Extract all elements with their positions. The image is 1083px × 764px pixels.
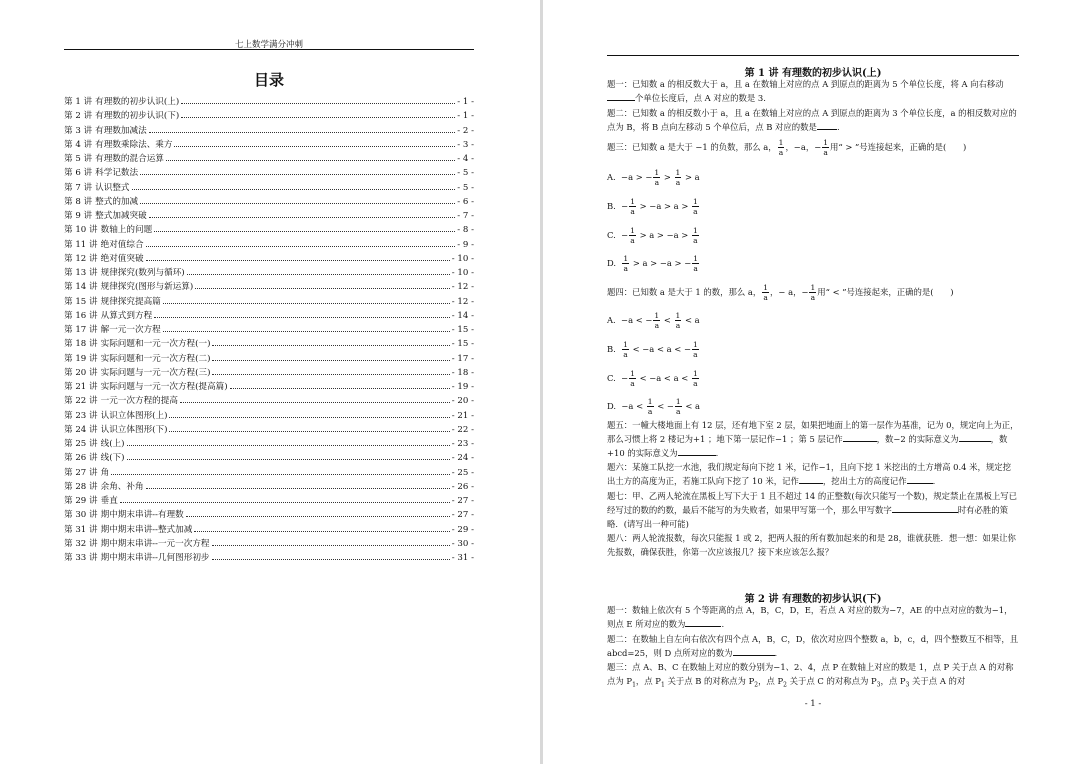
s2-question-3: 题三：点 A、B、C 在数轴上对应的数分别为−1、2、4，点 P 在数轴上对应的数是 1，点 P 关于点 A 的对称点为 $P_1$，点 $P_1$ 关于点 B 的对称点为 $P_2$，点 $P_2$ 关于点 C 的对称点为 $P_3$，点 $P_3$ 关于点 A 的对 <box>607 662 1014 689</box>
toc-entry-number: 第 4 讲 <box>64 139 93 150</box>
toc-leader-dots <box>230 379 450 389</box>
toc-leader-dots <box>169 422 449 432</box>
section-title-2: 第 2 讲 有理数的初步认识(下) <box>744 594 882 605</box>
toc-entry[interactable] <box>64 336 474 350</box>
toc-leader-dots <box>146 251 450 261</box>
toc-entry-page: - 27 - <box>451 496 474 506</box>
toc-entry-page: - 12 - <box>451 296 474 307</box>
toc-entry-number: 第 12 讲 <box>64 253 98 264</box>
fraction-1-over-a: $\frac{1}{a}$ <box>654 168 660 187</box>
answer-blank <box>892 512 958 513</box>
toc-entry-page: - 14 - <box>451 310 474 321</box>
q4-option-c: C. − $\frac{1}{a}$ < −a < a < $\frac{1}{a}$ <box>607 369 698 388</box>
toc-entry-number: 第 26 讲 <box>64 453 98 464</box>
toc-entry-number: 第 18 讲 <box>64 339 98 350</box>
toc-entry-page: - 22 - <box>451 424 474 435</box>
toc-leader-dots <box>140 194 455 204</box>
page-number: - 1 - <box>804 699 822 709</box>
toc-entry-title: 期中期末串讲--有理数 <box>100 510 184 521</box>
section-title-1: 第 1 讲 有理数的初步认识(上) <box>744 68 882 79</box>
toc-entry[interactable] <box>64 151 474 165</box>
toc-entry[interactable] <box>64 180 474 194</box>
toc-leader-dots <box>180 393 450 403</box>
toc-entry-number: 第 28 讲 <box>64 481 98 492</box>
fraction-1-over-a: $\frac{1}{a}$ <box>778 138 784 157</box>
toc-entry[interactable] <box>64 137 474 151</box>
toc-entry[interactable] <box>64 279 474 293</box>
toc-entry-title: 规律探究(数列与循环) <box>100 268 185 278</box>
toc-entry-number: 第 32 讲 <box>64 538 98 549</box>
toc-entry[interactable] <box>64 322 474 336</box>
toc-entry-number: 第 1 讲 <box>64 97 93 107</box>
toc-entry-title: 认识立体图形(上) <box>100 410 168 421</box>
answer-blank <box>817 129 837 130</box>
toc-entry[interactable] <box>64 294 474 308</box>
header-rule-right <box>607 55 1019 56</box>
toc-entry-title: 有理数加减法 <box>95 125 147 136</box>
answer-blank <box>843 441 877 442</box>
toc-entry-title: 实际问题与一元一次方程(三) <box>100 367 211 378</box>
fraction-1-over-a: $\frac{1}{a}$ <box>630 197 635 216</box>
fraction-1-over-a: $\frac{1}{a}$ <box>692 369 698 388</box>
toc-leader-dots <box>154 308 450 318</box>
toc-entry-title: 线(下) <box>100 453 125 464</box>
fraction-1-over-a: $\frac{1}{a}$ <box>692 340 698 359</box>
toc-entry[interactable] <box>64 165 474 179</box>
toc-entry-page: - 25 - <box>451 467 474 478</box>
toc-entry-title: 科学记数法 <box>95 168 139 179</box>
fraction-1-over-a: $\frac{1}{a}$ <box>675 311 681 330</box>
toc-entry[interactable] <box>64 379 474 393</box>
toc-entry-title: 认识整式 <box>95 182 130 193</box>
toc-leader-dots <box>212 351 449 361</box>
fraction-1-over-a: $\frac{1}{a}$ <box>675 397 681 416</box>
toc-leader-dots <box>146 479 450 489</box>
toc-entry[interactable] <box>64 351 474 365</box>
toc-entry[interactable] <box>64 522 474 536</box>
toc-leader-dots <box>140 165 455 175</box>
answer-blank <box>733 655 775 656</box>
toc-entry-title: 整式加减突破 <box>95 211 147 221</box>
toc-leader-dots <box>146 237 456 247</box>
toc-leader-dots <box>187 265 450 275</box>
toc-entry[interactable] <box>64 222 474 236</box>
toc-entry-page: - 26 - <box>451 481 474 492</box>
toc-leader-dots <box>186 507 450 517</box>
header-rule <box>64 49 474 50</box>
toc-list <box>64 94 474 564</box>
toc-leader-dots <box>195 279 450 289</box>
fraction-1-over-a: $\frac{1}{a}$ <box>692 226 698 245</box>
s2-question-2: 题二：在数轴上自左向右依次有四个点 A，B，C，D，依次对应四个整数 a，b，c，d，四个整数互不相等，且 abcd=25，则 D 点所对应的数为 . <box>607 634 1019 659</box>
fraction-1-over-a: $\frac{1}{a}$ <box>630 369 635 388</box>
toc-entry-page: - 30 - <box>451 538 474 549</box>
toc-entry-page: - 21 - <box>451 410 474 421</box>
toc-entry[interactable] <box>64 536 474 550</box>
toc-entry-number: 第 5 讲 <box>64 154 93 164</box>
toc-entry-title: 解一元一次方程 <box>100 325 161 335</box>
toc-leader-dots <box>111 465 450 475</box>
toc-entry-number: 第 21 讲 <box>64 382 98 392</box>
toc-entry-page: - 27 - <box>451 510 474 521</box>
fraction-1-over-a: $\frac{1}{a}$ <box>763 283 769 302</box>
answer-blank <box>959 441 991 442</box>
toc-entry-page: - 4 - <box>457 154 474 164</box>
toc-entry[interactable] <box>64 94 474 108</box>
toc-entry-page: - 6 - <box>457 196 474 207</box>
toc-leader-dots <box>212 336 449 346</box>
answer-blank <box>678 455 716 456</box>
fraction-1-over-a: $\frac{1}{a}$ <box>630 226 635 245</box>
toc-entry-title: 期中期末串讲--几何图形初步 <box>100 553 210 563</box>
toc-entry[interactable] <box>64 507 474 521</box>
toc-entry-page: - 15 - <box>451 339 474 350</box>
toc-entry[interactable] <box>64 436 474 450</box>
toc-entry-number: 第 16 讲 <box>64 310 98 321</box>
toc-entry-number: 第 9 讲 <box>64 211 93 221</box>
toc-entry[interactable] <box>64 450 474 464</box>
toc-entry[interactable] <box>64 194 474 208</box>
toc-leader-dots <box>212 536 450 546</box>
toc-entry-title: 认识立体图形(下) <box>100 424 168 435</box>
fraction-1-over-a: $\frac{1}{a}$ <box>823 138 828 157</box>
toc-entry-number: 第 11 讲 <box>64 239 98 250</box>
toc-entry-number: 第 25 讲 <box>64 439 98 449</box>
toc-entry-title: 期中期末串讲--一元一次方程 <box>100 538 210 549</box>
toc-entry-page: - 15 - <box>451 325 474 335</box>
toc-entry-number: 第 33 讲 <box>64 553 98 563</box>
question-5: 题五：一幢大楼地面上有 12 层，还有地下室 2 层，如果把地面上的第一层作为基准，记为 0，规定向上为正，那么习惯上将 2 楼记为+1 ；地下第一层记作−1 ；第 5 层记作 ，数−2 的实际意义为 ，数+10 的实际意义为 . <box>607 420 1019 459</box>
toc-entry-number: 第 2 讲 <box>64 111 93 122</box>
toc-entry[interactable] <box>64 408 474 422</box>
fraction-1-over-a: $\frac{1}{a}$ <box>654 311 660 330</box>
toc-leader-dots <box>166 151 455 161</box>
answer-blank <box>907 483 933 484</box>
toc-entry-page: - 1 - <box>457 111 474 122</box>
toc-entry-page: - 10 - <box>451 253 474 264</box>
toc-entry-title: 实际问题和一元一次方程(一) <box>100 339 211 350</box>
toc-entry-title: 整式的加减 <box>95 196 139 207</box>
toc-entry-title: 有理数的混合运算 <box>95 154 164 164</box>
fraction-1-over-a: $\frac{1}{a}$ <box>810 283 816 302</box>
toc-entry[interactable] <box>64 365 474 379</box>
question-3: 题三：已知数 a 是大于 −1 的负数，那么 a， $\frac{1}{a}$ ，−a，− $\frac{1}{a}$ 用“ > ”号连接起来，正确的是( ) <box>607 138 967 157</box>
toc-leader-dots <box>149 123 456 133</box>
toc-entry[interactable] <box>64 393 474 407</box>
toc-entry-title: 垂直 <box>100 496 118 506</box>
toc-entry[interactable] <box>64 237 474 251</box>
toc-entry-page: - 17 - <box>451 353 474 364</box>
toc-entry-title: 余角、补角 <box>100 481 144 492</box>
toc-entry[interactable] <box>64 308 474 322</box>
q4-option-d: D. −a < $\frac{1}{a}$ < − $\frac{1}{a}$ < a <box>607 397 701 416</box>
s2-question-1: 题一：数轴上依次有 5 个等距离的点 A，B，C，D，E，若点 A 对应的数为−7，AE 的中点对应的数为−1，则点 E 所对应的数为 . <box>607 605 1013 630</box>
toc-leader-dots <box>174 137 455 147</box>
toc-entry-title: 从算式到方程 <box>100 310 153 321</box>
toc-entry-number: 第 29 讲 <box>64 496 98 506</box>
toc-entry-title: 实际问题和一元一次方程(二) <box>100 353 211 364</box>
toc-title: 目录 <box>253 71 284 89</box>
toc-entry[interactable] <box>64 465 474 479</box>
toc-leader-dots <box>163 294 450 304</box>
fraction-1-over-a: $\frac{1}{a}$ <box>693 254 699 273</box>
toc-entry[interactable] <box>64 422 474 436</box>
q4-option-a: A. −a < − $\frac{1}{a}$ < $\frac{1}{a}$ < a <box>607 311 700 330</box>
toc-entry-number: 第 6 讲 <box>64 168 93 179</box>
toc-leader-dots <box>181 94 455 104</box>
q3-option-a: A. −a > − $\frac{1}{a}$ > $\frac{1}{a}$ > a <box>607 168 700 187</box>
toc-entry-number: 第 10 讲 <box>64 225 98 236</box>
toc-entry-title: 实际问题与一元一次方程(提高篇) <box>100 382 228 392</box>
toc-leader-dots <box>154 222 455 232</box>
toc-entry-page: - 20 - <box>451 396 474 407</box>
toc-entry-title: 绝对值突破 <box>100 253 144 264</box>
toc-entry-number: 第 24 讲 <box>64 424 98 435</box>
toc-leader-dots <box>149 208 456 218</box>
toc-entry-page: - 1 - <box>457 97 474 107</box>
toc-leader-dots <box>127 450 450 460</box>
q3-option-d: D. $\frac{1}{a}$ > a > −a > − $\frac{1}{a}$ <box>607 254 699 273</box>
toc-entry-title: 有理数乘除法、乘方 <box>95 139 173 150</box>
toc-entry-number: 第 13 讲 <box>64 268 98 278</box>
answer-blank <box>799 483 823 484</box>
toc-entry[interactable] <box>64 265 474 279</box>
toc-entry-page: - 5 - <box>457 182 474 193</box>
toc-entry-page: - 31 - <box>451 553 474 563</box>
question-7: 题七：甲、乙两人轮流在黑板上写下大于 1 且不超过 14 的正整数(每次只能写一个数)，规定禁止在黑板上写已经写过的数的约数，最后不能写的为失败者，如果甲写第一个，那么甲写数字 时有必胜的策略．(请写出一种可能) <box>607 491 1018 530</box>
toc-entry[interactable] <box>64 208 474 222</box>
q3-option-c: C. − $\frac{1}{a}$ > a > −a > $\frac{1}{a}$ <box>607 226 698 245</box>
toc-entry[interactable] <box>64 550 474 564</box>
toc-entry-page: - 23 - <box>451 439 474 449</box>
toc-leader-dots <box>132 180 456 190</box>
fraction-1-over-a: $\frac{1}{a}$ <box>675 168 681 187</box>
toc-entry-number: 第 23 讲 <box>64 410 98 421</box>
toc-entry-number: 第 8 讲 <box>64 196 93 207</box>
toc-leader-dots <box>212 550 450 560</box>
fraction-1-over-a: $\frac{1}{a}$ <box>693 197 698 216</box>
toc-entry-number: 第 31 讲 <box>64 524 98 535</box>
toc-entry-number: 第 27 讲 <box>64 467 98 478</box>
answer-blank <box>607 100 635 101</box>
toc-entry-number: 第 15 讲 <box>64 296 98 307</box>
toc-entry-number: 第 14 讲 <box>64 282 98 293</box>
toc-entry-title: 规律探究提高篇 <box>100 296 161 307</box>
toc-entry-page: - 9 - <box>457 239 474 250</box>
toc-entry-number: 第 20 讲 <box>64 367 98 378</box>
toc-entry-title: 期中期末串讲--整式加减 <box>100 524 193 535</box>
toc-leader-dots <box>212 365 449 375</box>
fraction-1-over-a: $\frac{1}{a}$ <box>647 397 653 416</box>
toc-entry-title: 有理数的初步认识(下) <box>95 111 180 122</box>
question-1: 题一：已知数 a 的相反数大于 a，且 a 在数轴上对应的点 A 到原点的距离为 5 个单位长度，将 A 向右移动个单位长度后，点 A 对应的数是 3. <box>607 79 1004 104</box>
question-2: 题二：已知数 a 的相反数小于 a，且 a 在数轴上对应的点 A 到原点的距离为 3 个单位长度，a 的相反数对应的点为 B，将 B 点向左移动 5 个单位后，点 B 对应的数是 . <box>607 108 1017 133</box>
toc-entry-number: 第 22 讲 <box>64 396 98 407</box>
toc-leader-dots <box>120 493 450 503</box>
toc-entry-number: 第 7 讲 <box>64 182 93 193</box>
toc-leader-dots <box>127 436 450 446</box>
toc-entry-page: - 19 - <box>451 382 474 392</box>
toc-entry-page: - 7 - <box>457 211 474 221</box>
toc-entry-title: 角 <box>100 467 110 478</box>
answer-blank <box>685 626 721 627</box>
toc-entry-title: 规律探究(图形与新运算) <box>100 282 194 293</box>
toc-entry-page: - 8 - <box>457 225 474 236</box>
toc-entry-number: 第 19 讲 <box>64 353 98 364</box>
toc-entry-page: - 5 - <box>457 168 474 179</box>
toc-entry-title: 有理数的初步认识(上) <box>95 97 180 107</box>
toc-leader-dots <box>194 522 449 532</box>
toc-entry[interactable] <box>64 479 474 493</box>
question-6: 题六：某施工队挖一水池，我们规定每向下挖 1 米，记作−1，且向下挖 1 米挖出的土方增高 0.4 米，规定挖出土方的高度为正，若施工队向下挖了 10 米，记作 ，挖出土方的高度记作 . <box>607 462 1012 487</box>
toc-entry[interactable] <box>64 493 474 507</box>
toc-entry-page: - 24 - <box>451 453 474 464</box>
toc-entry-title: 线(上) <box>100 439 125 449</box>
toc-entry-title: 一元一次方程的提高 <box>100 396 178 407</box>
toc-entry-title: 数轴上的问题 <box>100 225 153 236</box>
fraction-1-over-a: $\frac{1}{a}$ <box>623 254 629 273</box>
toc-entry[interactable] <box>64 251 474 265</box>
toc-entry-page: - 10 - <box>451 268 474 278</box>
running-header: 七上数学满分冲刺 <box>234 40 303 50</box>
toc-entry-page: - 12 - <box>451 282 474 293</box>
toc-entry[interactable] <box>64 108 474 122</box>
q4-option-b: B. $\frac{1}{a}$ < −a < a < − $\frac{1}{a}$ <box>607 340 698 359</box>
toc-entry-title: 绝对值综合 <box>100 239 144 250</box>
toc-entry-number: 第 30 讲 <box>64 510 98 521</box>
question-8: 题八：两人轮流报数，每次只能报 1 或 2，把两人报的所有数加起来的和是 28，谁就获胜．想一想：如果让你先报数，确保获胜，你第一次应该报几？接下来应该怎么报？ <box>607 533 1016 558</box>
q3-option-b: B. − $\frac{1}{a}$ > −a > a > $\frac{1}{a}$ <box>607 197 698 216</box>
toc-entry-page: - 3 - <box>457 139 474 150</box>
toc-entry-number: 第 17 讲 <box>64 325 98 335</box>
toc-entry[interactable] <box>64 123 474 137</box>
toc-leader-dots <box>181 108 455 118</box>
toc-entry-page: - 29 - <box>451 524 474 535</box>
toc-leader-dots <box>169 408 449 418</box>
toc-entry-page: - 18 - <box>451 367 474 378</box>
toc-entry-number: 第 3 讲 <box>64 125 93 136</box>
fraction-1-over-a: $\frac{1}{a}$ <box>623 340 628 359</box>
toc-leader-dots <box>163 322 450 332</box>
question-4: 题四：已知数 a 是大于 1 的数，那么 a， $\frac{1}{a}$ ，− a，− $\frac{1}{a}$ 用“ < ”号连接起来，正确的是( ) <box>607 283 954 302</box>
toc-entry-page: - 2 - <box>457 125 474 136</box>
